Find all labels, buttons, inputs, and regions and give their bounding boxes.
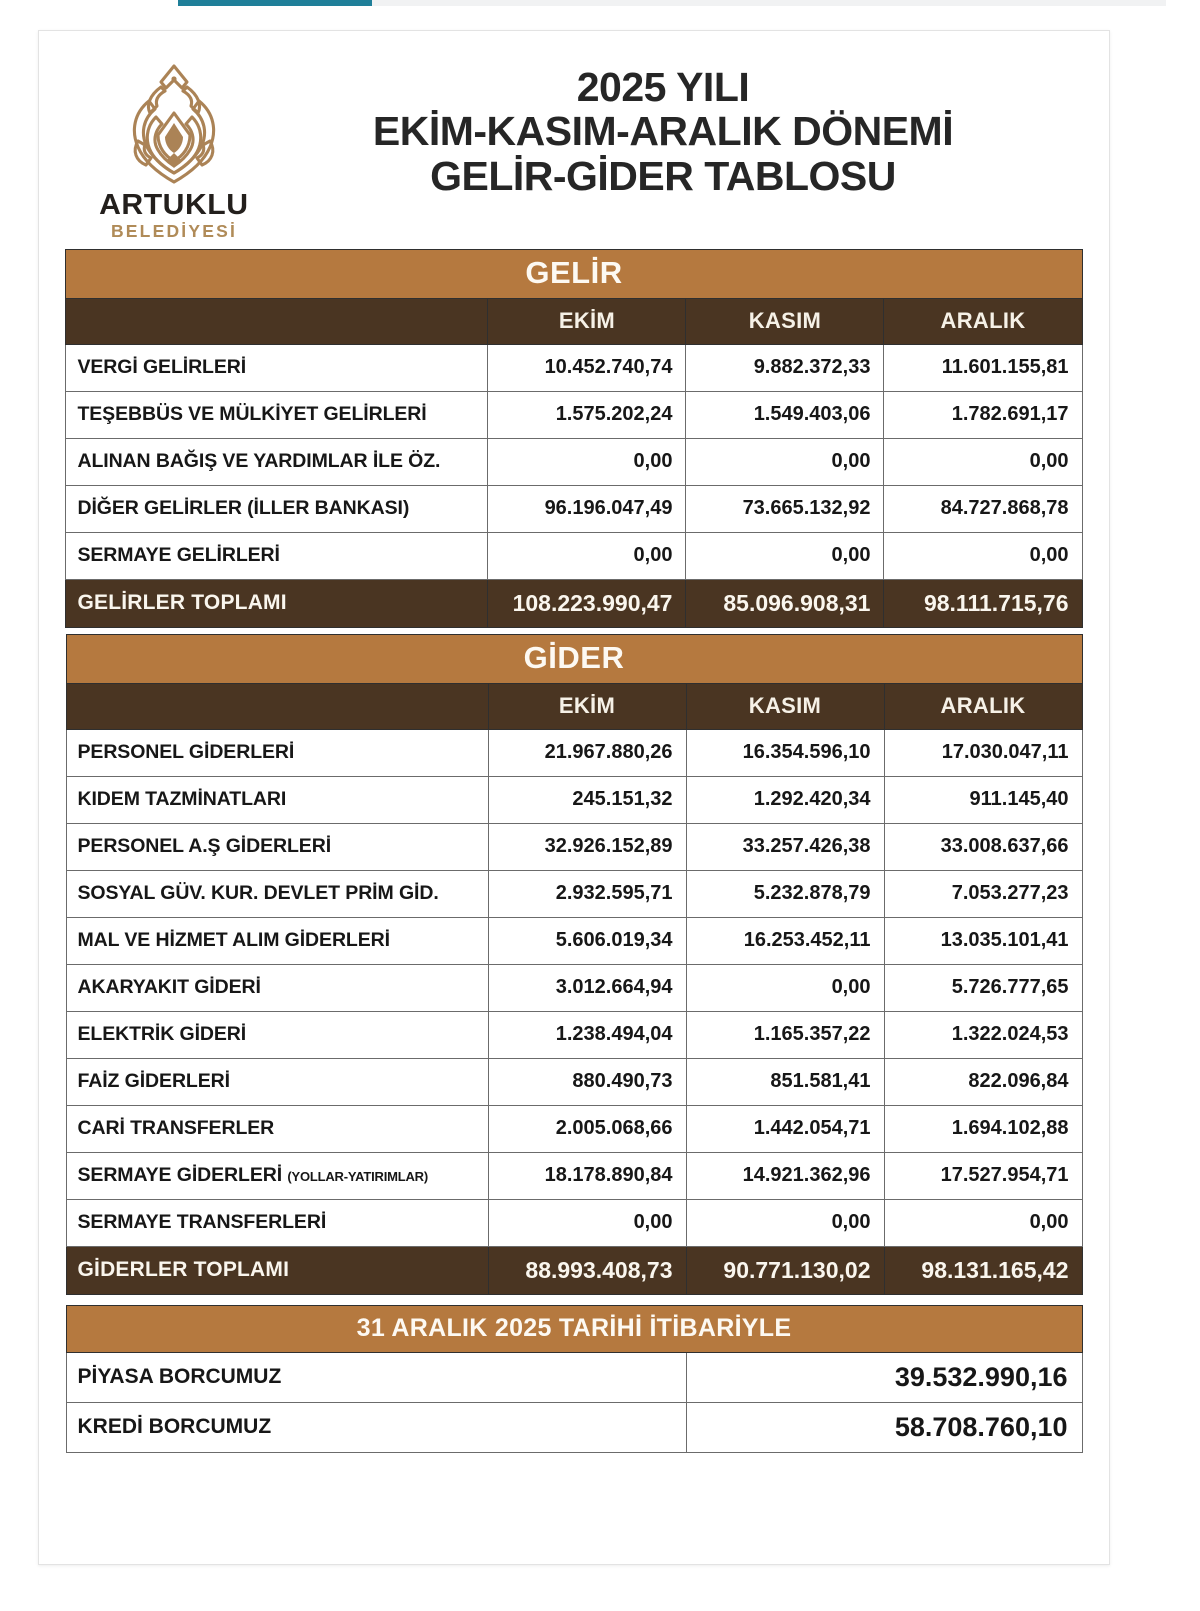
expense-total-kasim: 90.771.130,02	[686, 1246, 884, 1294]
income-total-kasim: 85.096.908,31	[686, 579, 884, 627]
row-value-ekim: 1.238.494,04	[488, 1011, 686, 1058]
row-value-ekim: 3.012.664,94	[488, 964, 686, 1011]
row-label: TEŞEBBÜS VE MÜLKİYET GELİRLERİ	[66, 391, 488, 438]
row-value-aralik: 0,00	[884, 1199, 1082, 1246]
table-row	[66, 870, 1082, 917]
row-value-ekim: 1.575.202,24	[488, 391, 686, 438]
table-row	[66, 1152, 1082, 1199]
income-total-row	[66, 579, 1082, 627]
logo-subwordmark: BELEDİYESİ	[110, 221, 238, 241]
expense-header-ekim: EKİM	[488, 683, 686, 729]
artuklu-arabesque-teardrop-logo-icon	[120, 61, 228, 189]
row-value-ekim: 0,00	[488, 1199, 686, 1246]
row-value-kasim: 1.442.054,71	[686, 1105, 884, 1152]
debt-banner-label: 31 ARALIK 2025 TARİHİ İTİBARİYLE	[66, 1305, 1082, 1352]
row-value-kasim: 0,00	[686, 1199, 884, 1246]
document-header	[39, 31, 1109, 249]
row-value-aralik: 5.726.777,65	[884, 964, 1082, 1011]
row-value-ekim: 96.196.047,49	[488, 485, 686, 532]
row-value-kasim: 16.253.452,11	[686, 917, 884, 964]
row-value-kasim: 5.232.878,79	[686, 870, 884, 917]
title-line-period: EKİM-KASIM-ARALIK DÖNEMİ	[372, 108, 954, 155]
debt-row-value: 39.532.990,16	[686, 1352, 1082, 1402]
income-total-aralik: 98.111.715,76	[884, 579, 1082, 627]
row-label: FAİZ GİDERLERİ	[66, 1058, 488, 1105]
title-line-subject: GELİR-GİDER TABLOSU	[430, 152, 896, 199]
debt-row-label: PİYASA BORCUMUZ	[66, 1352, 686, 1402]
row-value-kasim: 33.257.426,38	[686, 823, 884, 870]
table-row	[66, 1011, 1082, 1058]
row-value-aralik: 84.727.868,78	[884, 485, 1082, 532]
row-value-kasim: 1.165.357,22	[686, 1011, 884, 1058]
row-label: AKARYAKIT GİDERİ	[66, 964, 488, 1011]
income-section-title: GELİR	[66, 249, 1082, 298]
expense-section-title: GİDER	[66, 634, 1082, 683]
table-row	[66, 438, 1082, 485]
title-line-year: 2025 YILI	[576, 64, 750, 110]
row-value-ekim: 5.606.019,34	[488, 917, 686, 964]
row-value-aralik: 33.008.637,66	[884, 823, 1082, 870]
row-value-ekim: 18.178.890,84	[488, 1152, 686, 1199]
income-table	[65, 249, 1082, 628]
row-value-kasim: 0,00	[686, 964, 884, 1011]
row-label: SERMAYE GELİRLERİ	[66, 532, 488, 579]
table-row	[66, 1199, 1082, 1246]
row-value-kasim: 0,00	[686, 532, 884, 579]
row-label: ELEKTRİK GİDERİ	[66, 1011, 488, 1058]
income-header-aralik: ARALIK	[884, 298, 1082, 344]
row-value-aralik: 1.694.102,88	[884, 1105, 1082, 1152]
table-row	[66, 485, 1082, 532]
table-row	[66, 1105, 1082, 1152]
row-value-kasim: 0,00	[686, 438, 884, 485]
table-row	[66, 729, 1082, 776]
table-row	[66, 776, 1082, 823]
table-row	[66, 1402, 1082, 1452]
table-row	[66, 344, 1082, 391]
row-label: VERGİ GELİRLERİ	[66, 344, 488, 391]
table-row	[66, 1058, 1082, 1105]
expense-table	[66, 634, 1083, 1295]
row-value-ekim: 32.926.152,89	[488, 823, 686, 870]
row-value-aralik: 0,00	[884, 532, 1082, 579]
logo-wordmark: ARTUKLU	[99, 189, 249, 221]
row-value-aralik: 0,00	[884, 438, 1082, 485]
row-value-kasim: 73.665.132,92	[686, 485, 884, 532]
expense-header-kasim: KASIM	[686, 683, 884, 729]
row-label: PERSONEL GİDERLERİ	[66, 729, 488, 776]
expense-total-ekim: 88.993.408,73	[488, 1246, 686, 1294]
expense-total-label: GİDERLER TOPLAMI	[66, 1246, 488, 1294]
row-label: DİĞER GELİRLER (İLLER BANKASI)	[66, 485, 488, 532]
income-section-banner	[66, 249, 1082, 298]
income-column-headers	[66, 298, 1082, 344]
debt-table	[66, 1305, 1083, 1453]
row-value-aralik: 17.030.047,11	[884, 729, 1082, 776]
row-value-ekim: 10.452.740,74	[488, 344, 686, 391]
row-value-kasim: 1.292.420,34	[686, 776, 884, 823]
row-label: PERSONEL A.Ş GİDERLERİ	[66, 823, 488, 870]
row-label: SERMAYE TRANSFERLERİ	[66, 1199, 488, 1246]
row-value-ekim: 880.490,73	[488, 1058, 686, 1105]
income-header-kasim: KASIM	[686, 298, 884, 344]
row-value-aralik: 7.053.277,23	[884, 870, 1082, 917]
expense-header-blank	[66, 683, 488, 729]
table-row	[66, 917, 1082, 964]
municipality-logo	[99, 53, 249, 241]
top-browser-strip	[0, 0, 1200, 6]
row-value-kasim: 16.354.596,10	[686, 729, 884, 776]
row-value-kasim: 9.882.372,33	[686, 344, 884, 391]
row-value-aralik: 1.782.691,17	[884, 391, 1082, 438]
table-row	[66, 1352, 1082, 1402]
row-value-aralik: 13.035.101,41	[884, 917, 1082, 964]
row-value-aralik: 11.601.155,81	[884, 344, 1082, 391]
row-value-aralik: 1.322.024,53	[884, 1011, 1082, 1058]
row-value-ekim: 0,00	[488, 438, 686, 485]
row-label-main: SERMAYE GİDERLERİ	[77, 1164, 283, 1186]
debt-row-value: 58.708.760,10	[686, 1402, 1082, 1452]
row-value-kasim: 1.549.403,06	[686, 391, 884, 438]
income-total-ekim: 108.223.990,47	[488, 579, 686, 627]
table-row	[66, 532, 1082, 579]
report-page	[38, 30, 1110, 1565]
row-value-ekim: 0,00	[488, 532, 686, 579]
row-label-sub: (YOLLAR-YATIRIMLAR)	[287, 1169, 429, 1184]
income-total-label: GELİRLER TOPLAMI	[66, 579, 488, 627]
row-value-ekim: 2.005.068,66	[488, 1105, 686, 1152]
row-label	[66, 1152, 488, 1199]
table-row	[66, 823, 1082, 870]
expense-total-aralik: 98.131.165,42	[884, 1246, 1082, 1294]
income-header-blank	[66, 298, 488, 344]
row-value-ekim: 2.932.595,71	[488, 870, 686, 917]
expense-total-row	[66, 1246, 1082, 1294]
row-label: ALINAN BAĞIŞ VE YARDIMLAR İLE ÖZ.	[66, 438, 488, 485]
row-value-aralik: 17.527.954,71	[884, 1152, 1082, 1199]
row-value-aralik: 822.096,84	[884, 1058, 1082, 1105]
row-label: CARİ TRANSFERLER	[66, 1105, 488, 1152]
expense-header-aralik: ARALIK	[884, 683, 1082, 729]
row-value-ekim: 245.151,32	[488, 776, 686, 823]
page-title	[249, 53, 1085, 198]
table-row	[66, 964, 1082, 1011]
row-value-kasim: 14.921.362,96	[686, 1152, 884, 1199]
income-header-ekim: EKİM	[488, 298, 686, 344]
row-label: SOSYAL GÜV. KUR. DEVLET PRİM GİD.	[66, 870, 488, 917]
expense-section-banner	[66, 634, 1082, 683]
row-value-ekim: 21.967.880,26	[488, 729, 686, 776]
debt-section-banner	[66, 1305, 1082, 1352]
table-row	[66, 391, 1082, 438]
row-value-kasim: 851.581,41	[686, 1058, 884, 1105]
row-label: KIDEM TAZMİNATLARI	[66, 776, 488, 823]
expense-column-headers	[66, 683, 1082, 729]
row-label: MAL VE HİZMET ALIM GİDERLERİ	[66, 917, 488, 964]
debt-row-label: KREDİ BORCUMUZ	[66, 1402, 686, 1452]
row-value-aralik: 911.145,40	[884, 776, 1082, 823]
